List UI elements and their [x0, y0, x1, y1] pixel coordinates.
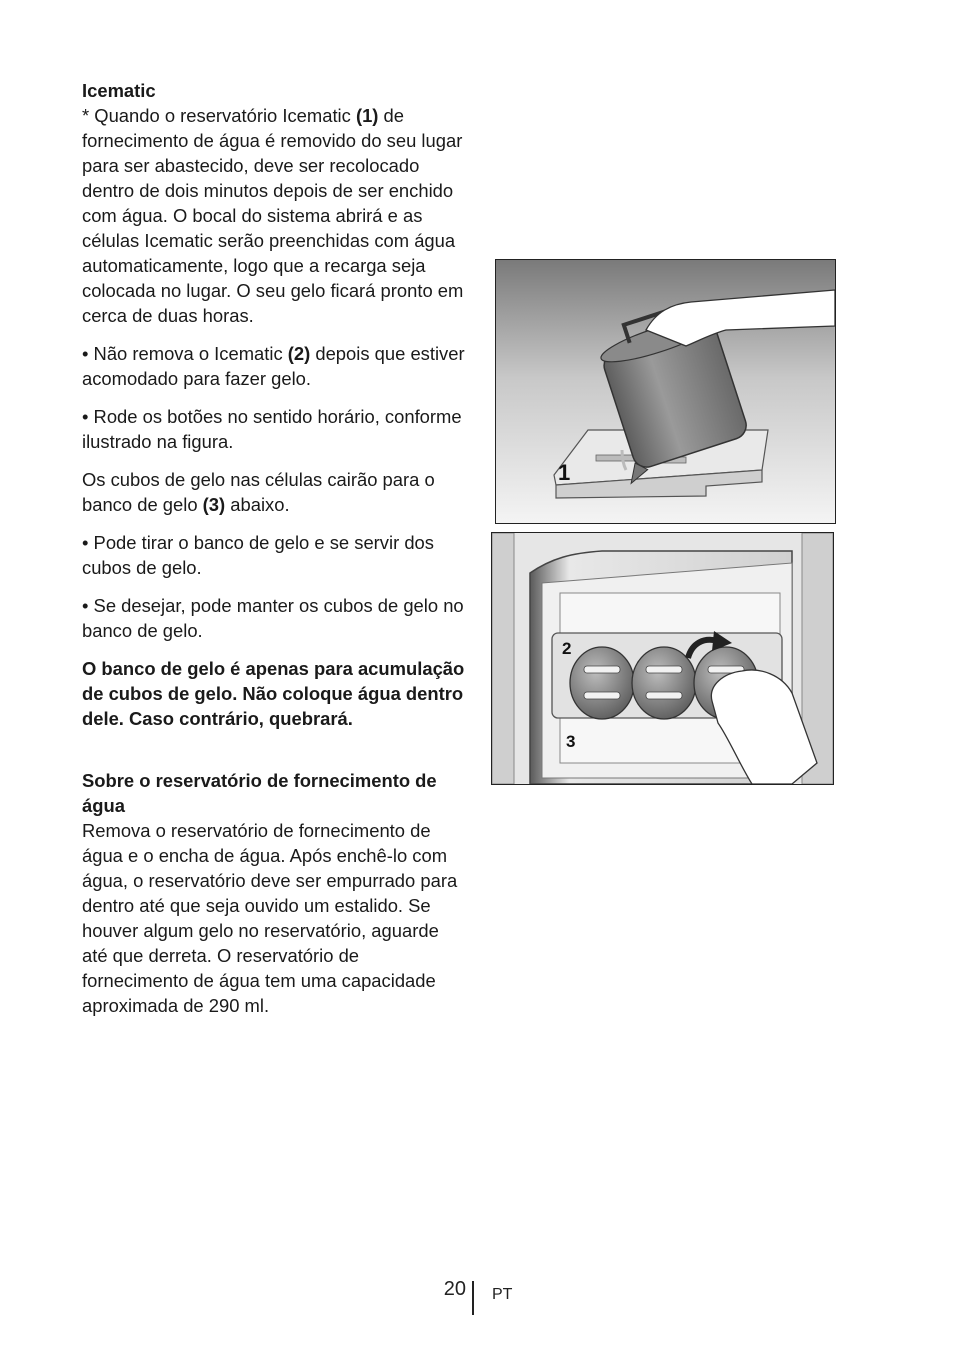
- bullet-take-bank: • Pode tirar o banco de gelo e se servir dos cubos de gelo.: [82, 532, 434, 578]
- ref-1: (1): [355, 105, 379, 126]
- warning-text: O banco de gelo é apenas para acumulação de cubos de gelo. Não coloque água dentro dele. Caso contrário, quebrará.: [82, 658, 465, 729]
- illustration-icematic-knobs: [492, 533, 833, 784]
- knob-left: [570, 647, 634, 719]
- bullet-keep-cubes: • Se desejar, pode manter os cubos de gelo no banco de gelo.: [82, 595, 464, 641]
- paragraph-ice-fall: Os cubos de gelo nas células cairão para o banco de gelo (3) abaixo.: [82, 469, 435, 515]
- callout-1: 1: [558, 460, 571, 485]
- figure-fill-icematic: [495, 259, 836, 524]
- page-footer: [0, 1278, 954, 1318]
- ref-2: (2): [287, 343, 311, 364]
- figure-rotate-knobs: [491, 532, 834, 785]
- callout-3: 3: [566, 732, 576, 751]
- section-title-water-reservoir: Sobre o reservatório de fornecimento de água: [82, 770, 437, 816]
- language-code: PT: [492, 1286, 513, 1303]
- ref-3: (3): [202, 494, 226, 515]
- bullet-rotate-knobs: • Rode os botões no sentido horário, conforme ilustrado na figura.: [82, 406, 462, 452]
- bullet-dont-remove: • Não remova o Icematic (2) depois que estiver acomodado para fazer gelo.: [82, 343, 465, 389]
- page-number: 20: [443, 1278, 466, 1300]
- callout-2: 2: [562, 639, 572, 658]
- text-column: [82, 78, 467, 1018]
- paragraph-water-reservoir: Remova o reservatório de fornecimento de água e o encha de água. Após enchê-lo com água, o reservatório deve ser empurrado para dentro até que seja ouvido um estalido. Se houver algum gelo no reservatório, aguarde até que derreta. O reservatório de fornecimento de água tem uma capacidade aproximada de 290 ml.: [82, 820, 458, 1016]
- paragraph-refill: * Quando o reservatório Icematic (1) de fornecimento de água é removido do seu lugar para ser abastecido, deve ser recolocado dentro de dois minutos depois de ser enchido com água. O bocal do sistema abrirá e as células Icematic serão preenchidas com água automaticamente, logo que a recarga seja colocada no lugar. O seu gelo ficará pronto em cerca de duas horas.: [82, 105, 464, 326]
- section-title-icematic: Icematic: [82, 80, 156, 101]
- knob-middle: [632, 647, 696, 719]
- footer-divider: [472, 1281, 474, 1315]
- illustration-jug-pouring: [496, 260, 835, 523]
